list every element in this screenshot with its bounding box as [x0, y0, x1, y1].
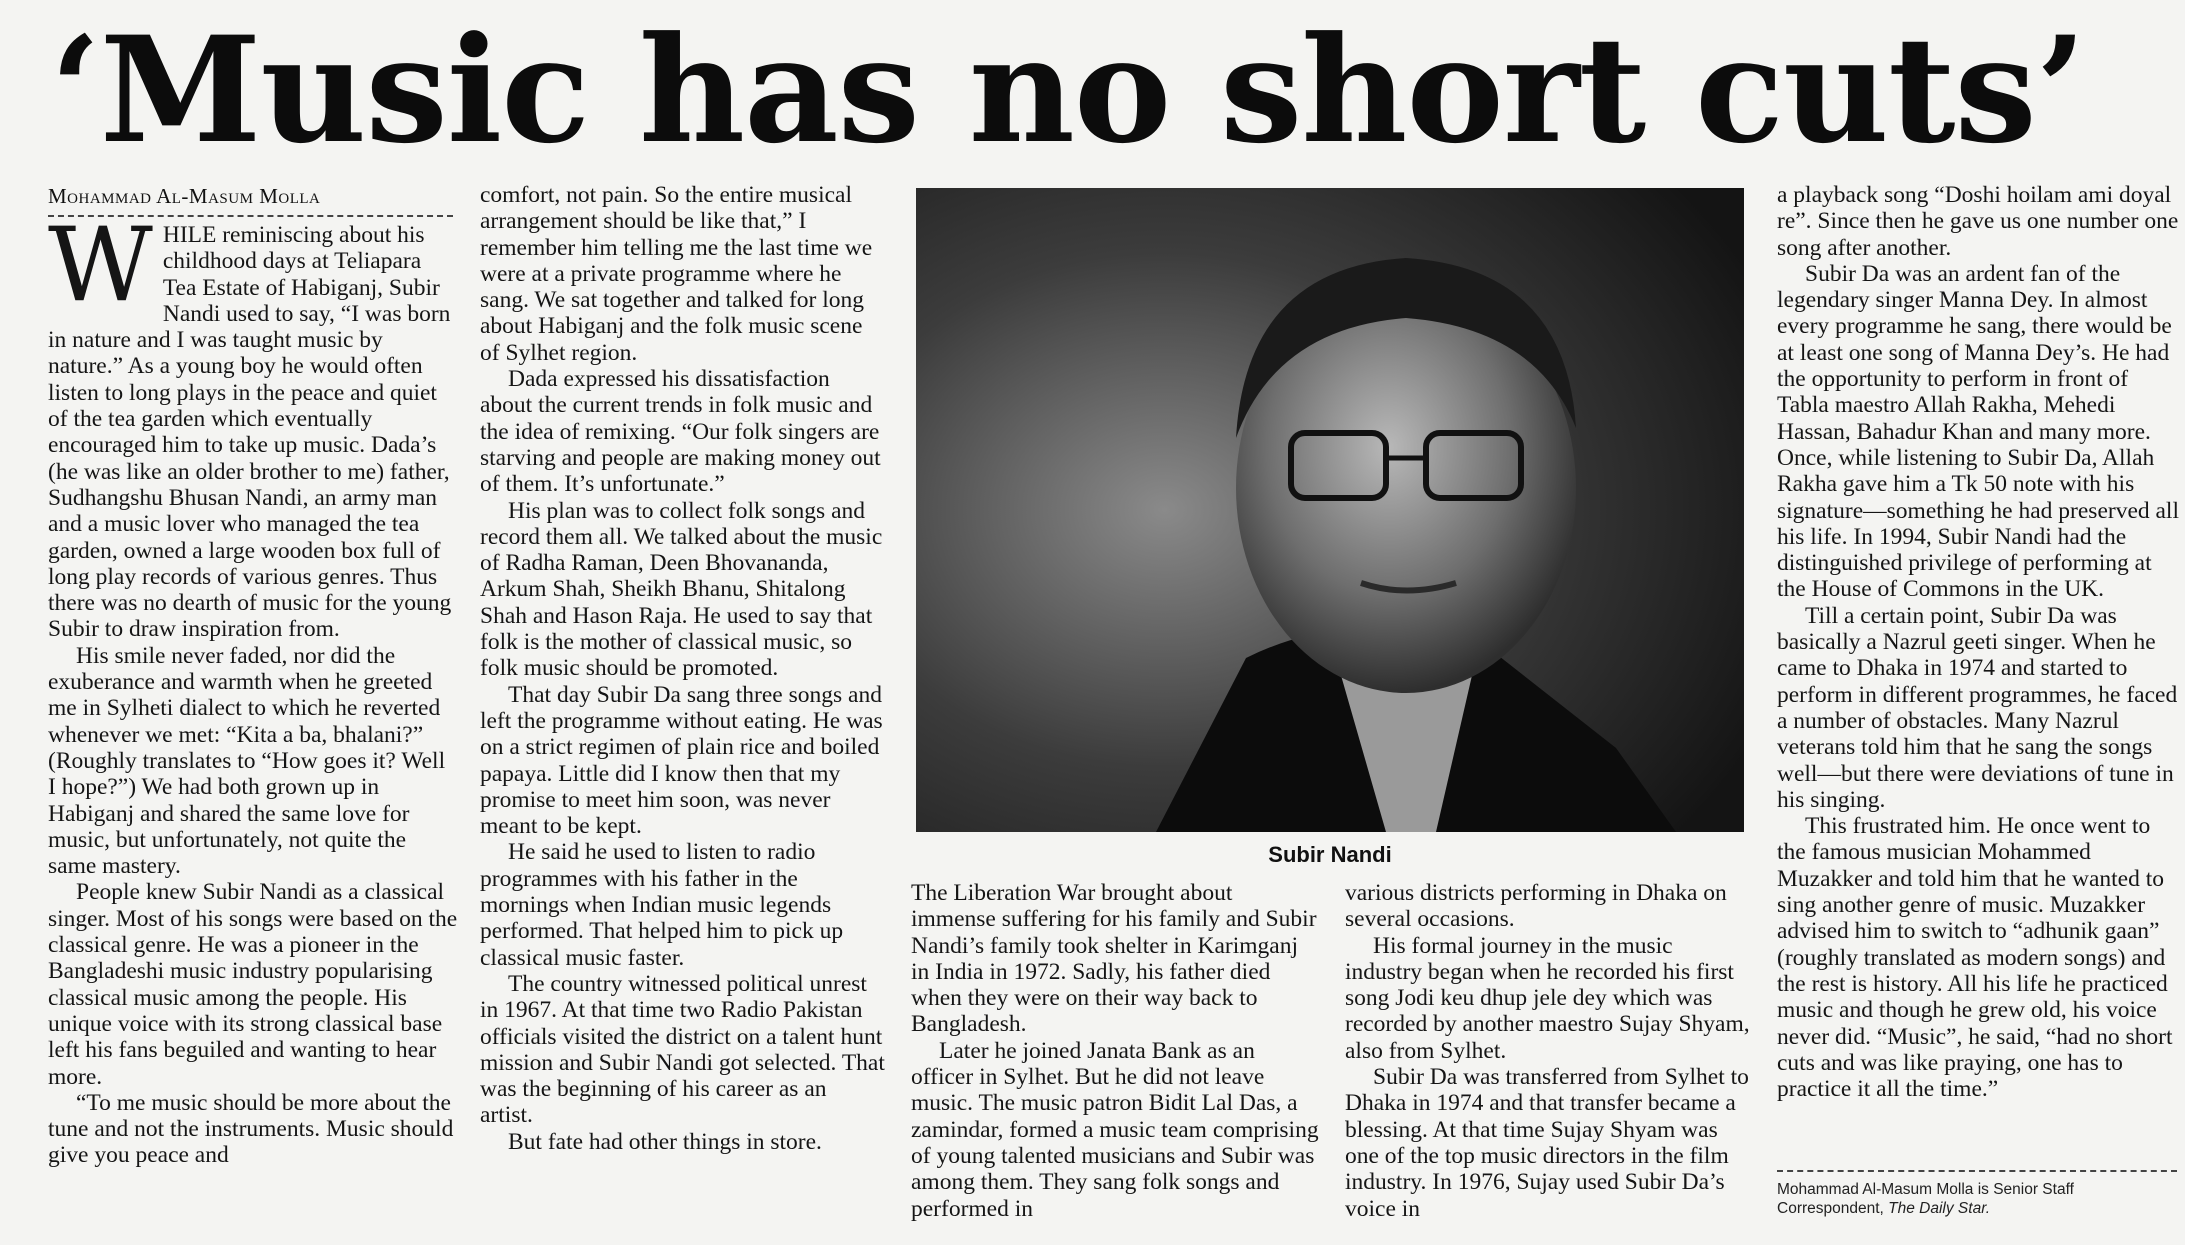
- paragraph: People knew Subir Nandi as a classical singer. Most of his songs were based on the classical genre. He was a pioneer in the Bangladeshi music industry popularising classical music among the people. His unique voice with its strong classical base left his fans beguiled and wanting to hear more.: [48, 879, 458, 1090]
- paragraph: The country witnessed political unrest in 1967. At that time two Radio Pakistan officials visited the district on a talent hunt mission and Subir Nandi got selected. That was the beginning of his career as an artist.: [480, 970, 885, 1129]
- paragraph: Till a certain point, Subir Da was basically a Nazrul geeti singer. When he came to Dhaka in 1974 and started to perform in different programmes, he faced a number of obstacles. Many Nazrul veterans told him that he sang the songs well—but there were deviations of tune in his singing.: [1777, 602, 2178, 813]
- paragraph: His plan was to collect folk songs and record them all. We talked about the music of Radha Raman, Deen Bhovananda, Arkum Shah, Sheikh Bhanu, Shitalong Shah and Hason Raja. He used to say that folk is the mother of classical music, so folk music should be promoted.: [480, 497, 883, 682]
- paragraph: His smile never faded, nor did the exuberance and warmth when he greeted me in Sylheti dialect to which he reverted whenever we met: “Kita a ba, bhalani?” (Roughly translates to “How goes it? Well I hope?”) We had both grown up in Habiganj and shared the same love for music, but unfortunately, not quite the same mastery.: [48, 642, 446, 880]
- paragraph: various districts performing in Dhaka on several occasions.: [1345, 880, 1727, 933]
- publication-name: The Daily Star.: [1888, 1200, 1991, 1217]
- paragraph: a playback song “Doshi hoilam ami doyal re”. Since then he gave us one number one song after another.: [1777, 182, 2179, 261]
- article-column-4: [1345, 880, 1753, 1222]
- article-column-3: [911, 880, 1321, 1222]
- article-column-5: [1777, 182, 2182, 1102]
- paragraph: He said he used to listen to radio programmes with his father in the mornings when Indian music legends performed. That helped him to pick up classical music faster.: [480, 839, 844, 971]
- paragraph: Dada expressed his dissatisfaction about the current trends in folk music and the idea of remixing. “Our folk singers are starving and people are making money out of them. It’s unfortunate.”: [480, 366, 881, 498]
- author-credit-text: Mohammad Al-Masum Molla is Senior Staff Correspondent,: [1777, 1181, 2074, 1217]
- byline: Mohammad Al-Masum Molla: [48, 184, 453, 217]
- paragraph: Subir Da was an ardent fan of the legendary singer Manna Dey. In almost every programme he sang, there would be at least one song of Manna Dey’s. He had the opportunity to perform in front of Tabla maestro Allah Rakha, Mehedi Hassan, Bahadur Khan and many more. Once, while listening to Subir Da, Allah Rakha gave him a Tk 50 note with his signature—something he had preserved all his life. In 1994, Subir Nandi had the distinguished privilege of performing at the House of Commons in the UK.: [1777, 260, 2179, 603]
- paragraph: This frustrated him. He once went to the famous musician Mohammed Muzakker and told him that he wanted to sing another genre of music. Muzakker advised him to switch to “adhunik gaan” (roughly translated as modern songs) and the rest is history. All his life he practiced music and though he grew old, his voice never did. “Music”, he said, “had no short cuts and was like praying, one has to practice it all the time.”: [1777, 813, 2173, 1103]
- article-column-2: [480, 182, 885, 1155]
- portrait-photo: [916, 188, 1744, 832]
- paragraph: Later he joined Janata Bank as an officer in Sylhet. But he did not leave music. The music patron Bidit Lal Das, a zamindar, formed a music team comprising of young talented musicians and Subir was among them. They sang folk songs and performed in: [911, 1037, 1319, 1222]
- paragraph: “To me music should be more about the tune and not the instruments. Music should give you peace and: [48, 1089, 454, 1169]
- paragraph: HILE reminiscing about his childhood days at Teliapara Tea Estate of Habiganj, Subir Nandi used to say, “I was born in nature and I was taught music by nature.” As a young boy he would often listen to long plays in the peace and quiet of the tea garden which eventually encouraged him to take up music. Dada’s (he was like an older brother to me) father, Sudhangshu Bhusan Nandi, an army man and a music lover who managed the tea garden, owned a large wooden box full of long play records of various genres. Thus there was no dearth of music for the young Subir to draw inspiration from.: [48, 222, 452, 643]
- paragraph: Subir Da was transferred from Sylhet to Dhaka in 1974 and that transfer became a blessing. At that time Sujay Shyam was one of the top music directors in the film industry. In 1976, Sujay used Subir Da’s voice in: [1345, 1064, 1749, 1222]
- drop-cap: W: [48, 206, 153, 325]
- photo-caption: Subir Nandi: [1268, 842, 1392, 867]
- paragraph: The Liberation War brought about immense suffering for his family and Subir Nandi’s family took shelter in Karimganj in India in 1972. Sadly, his father died when they were on their way back to Bangladesh.: [911, 880, 1317, 1038]
- portrait-photo-image: [916, 188, 1744, 832]
- paragraph: comfort, not pain. So the entire musical arrangement should be like that,” I remember him telling me the last time we were at a private programme where he sang. We sat together and talked for long about Habiganj and the folk music scene of Sylhet region.: [480, 182, 873, 366]
- paragraph: His formal journey in the music industry began when he recorded his first song Jodi keu dhup jele dey which was recorded by another maestro Sujay Shyam, also from Sylhet.: [1345, 932, 1750, 1064]
- article-column-1: [48, 206, 458, 1169]
- paragraph: But fate had other things in store.: [508, 1128, 822, 1155]
- paragraph: That day Subir Da sang three songs and left the programme without eating. He was on a strict regimen of plain rice and boiled papaya. Little did I know then that my promise to meet him soon, was never meant to be kept.: [480, 681, 883, 840]
- author-credit: [1777, 1170, 2177, 1218]
- article-headline: ‘Music has no short cuts’: [50, 5, 2086, 176]
